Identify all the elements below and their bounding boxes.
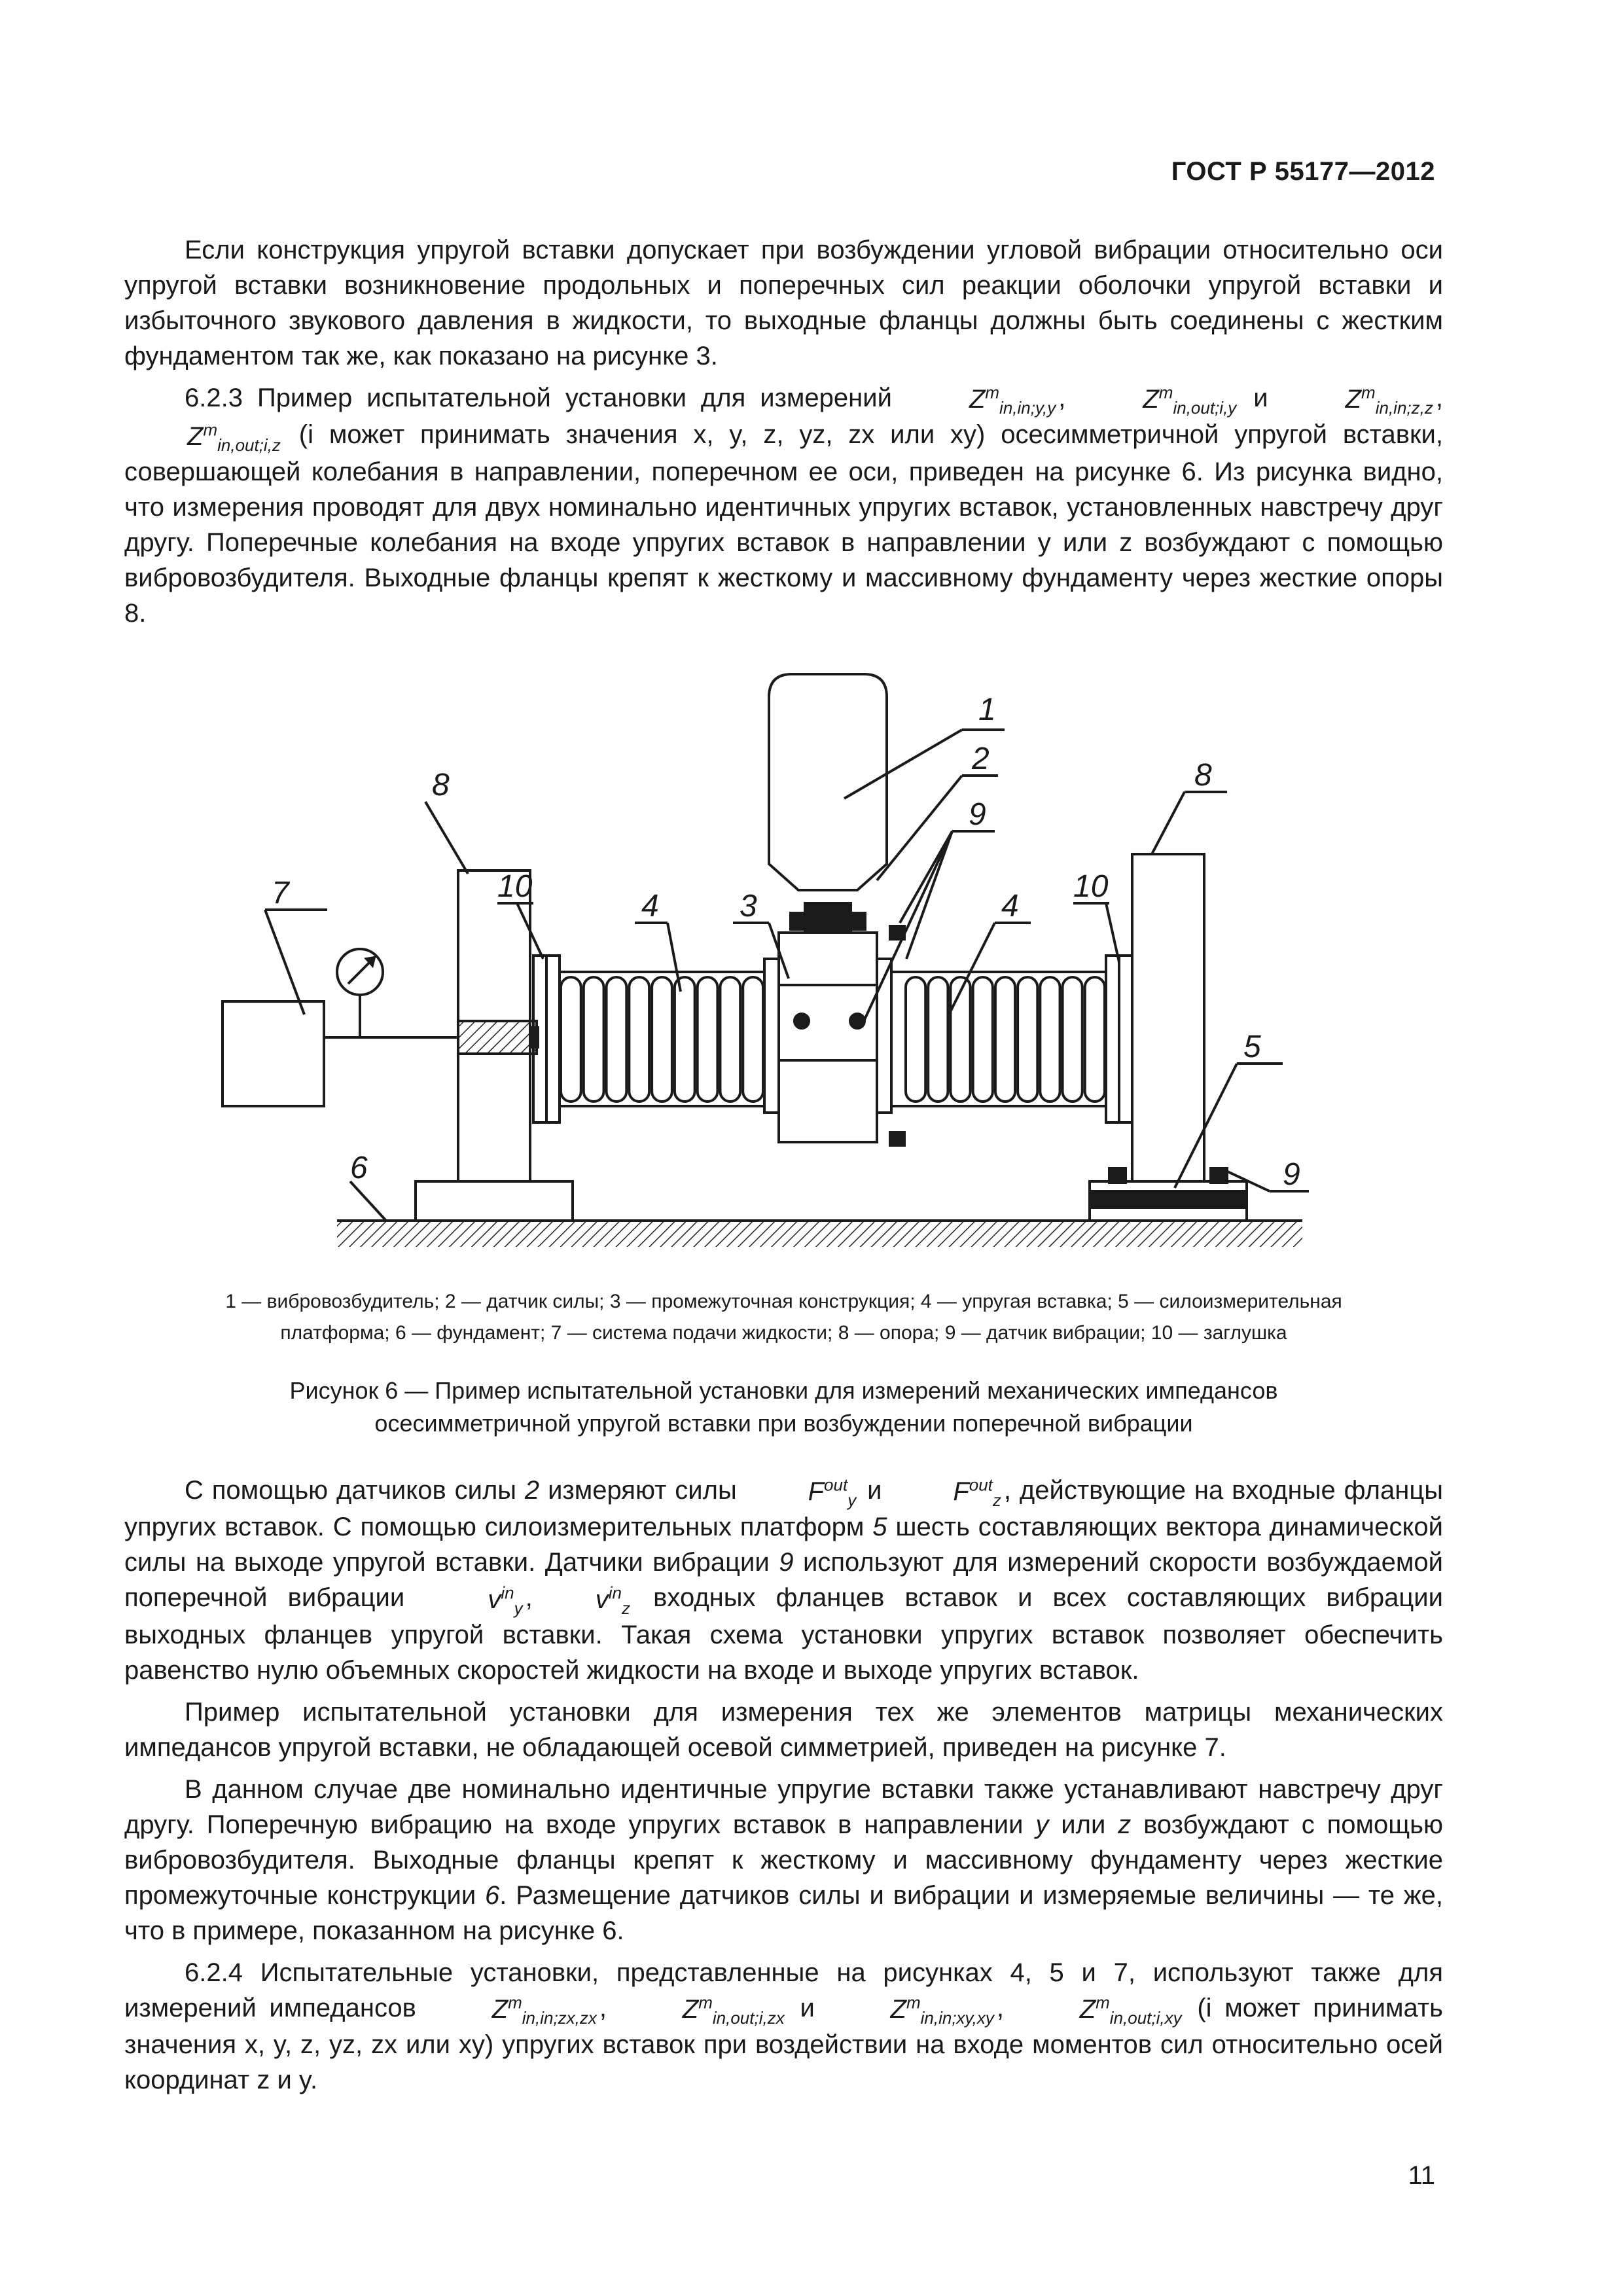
figure-legend <box>124 1286 1443 1349</box>
document-header <box>1171 157 1435 187</box>
bellows-rib-left <box>698 977 718 1102</box>
impedance-symbol: $Z^m_{in,in;z,z}$ <box>1345 383 1433 418</box>
impedance-symbol: $Z^m_{in,in;y,y}$ <box>969 383 1056 418</box>
force-symbol: $F^{out}_y$ <box>808 1475 857 1511</box>
paragraph-6-2-3: 6.2.3 Пример испытательной установки для измерений $Z^m_{in,in;y,y}$ , $Z^m_{in,out;i,y}$ и $Z^m_{in,in;z,z}$ , $Z^m_{in,out;i,z}$ (i может принимать значения x, y, z, yz, zx или xy) осесимметричной упругой вставки, совершающей колебания в направлении, поперечном ее оси, приведен на рисунке 6. Из рисунка видно, что измерения проводят для двух номинально идентичных упругих вставок, установленных навстречу друг другу. Поперечные колебания на входе упругих вставок в направлении y или z возбуждают с помощью вибровозбудителя. Выходные фланцы крепят к жесткому и массивному фундаменту через жесткие опоры 8. <box>124 383 1443 628</box>
bellows-rib-right <box>995 977 1015 1102</box>
label-10-right: 10 <box>1073 869 1109 904</box>
liquid-supply-box <box>223 1001 324 1106</box>
label-3: 3 <box>740 889 757 924</box>
left-bellows <box>560 972 779 1106</box>
velocity-symbol: $v^{in}_z$ <box>595 1583 631 1618</box>
label-10-left: 10 <box>497 869 533 904</box>
bellows-rib-left <box>561 977 581 1102</box>
impedance-symbol: $Z^m_{in,out;i,z}$ <box>187 420 281 455</box>
bellows-rib-left <box>720 977 740 1102</box>
label-9-bottom: 9 <box>1283 1157 1300 1192</box>
bellows-rib-left <box>652 977 672 1102</box>
label-5: 5 <box>1243 1030 1261 1064</box>
label-1: 1 <box>978 692 996 727</box>
paragraph-figure7: Пример испытательной установки для измерения тех же элементов матрицы механических импедансов упругой вставки, не обладающей осевой симметрией, приведен на рисунке 7. <box>124 1697 1443 1762</box>
bellows-rib-left <box>629 977 649 1102</box>
paragraph-6-2-4: 6.2.4 Испытательные установки, представленные на рисунках 4, 5 и 7, используют также для измерений импедансов $Z^m_{in,in;zx,zx}$ , $Z^m_{in,out;i,zx}$ и $Z^m_{in,in;xy,xy}$ , $Z^m_{in,out;i,xy}$ (i может принимать значения x, y, z, yz, zx или xy) упругих вставок при воздействии на входе моментов сил относительно осей координат z и y. <box>124 1958 1444 2095</box>
bellows-rib-left <box>675 977 695 1102</box>
right-bellows <box>891 972 1106 1106</box>
right-support <box>1132 854 1204 1181</box>
paragraph-case: В данном случае две номинально идентичные упругие вставки также устанавливают навстречу друг другу. Поперечную вибрацию на входе упругих вставок в направлении y или z возбуждают с помощью вибровозбудителя. Выходные фланцы крепят к жесткому и массивному фундаменту через жесткие промежуточные конструкции 6. Размещение датчиков силы и вибрации и измеряемые величины — те же, что в примере, показанном на рисунке 6. <box>124 1774 1443 1945</box>
legend-line-2: платформа; 6 — фундамент; 7 — система подачи жидкости; 8 — опора; 9 — датчик вибрации; 10 — заглушка <box>280 1322 1287 1344</box>
caption-line-2: осесимметричной упругой вставки при возбуждении поперечной вибрации <box>374 1410 1193 1437</box>
bellows-rib-right <box>928 977 948 1102</box>
impedance-symbol: $Z^m_{in,out;i,xy}$ <box>1079 1992 1182 2028</box>
body-text-block <box>124 1473 1443 2098</box>
impedance-symbol: $Z^m_{in,in;zx,zx}$ <box>491 1992 597 2028</box>
foundation-hatch <box>337 1221 1302 1247</box>
test-setup-figure <box>209 664 1348 1266</box>
impedance-symbol: $Z^m_{in,out;i,zx}$ <box>682 1992 785 2028</box>
force-symbol: $F^{out}_z$ <box>953 1475 1001 1511</box>
paragraph-sensors: С помощью датчиков силы 2 измеряют силы $F^{out}_y$ и $F^{out}_z$ , действующие на входные фланцы упругих вставок. С помощью силоизмерительных платформ 5 шесть составляющих вектора динамической силы на выходе упругой вставки. Датчики вибрации 9 используют для измерений скорости возбуждаемой поперечной вибрации $v^{in}_y$ , $v^{in}_z$ входных фланцев вставок и всех составляющих вибрации выходных фланцев упругой вставки. Такая схема установки упругих вставок позволяет обеспечить равенство нулю объемных скоростей жидкости на входе и выходе упругих вставок. <box>124 1475 1444 1685</box>
page-number: 11 <box>1408 2161 1435 2190</box>
bellows-rib-right <box>950 977 970 1102</box>
legend-line-1: 1 — вибровозбудитель; 2 — датчик силы; 3 — промежуточная конструкция; 4 — упругая вставка; 5 — силоизмерительная <box>225 1291 1342 1312</box>
label-2: 2 <box>972 742 990 776</box>
standard-id: ГОСТ Р 55177—2012 <box>1171 157 1435 186</box>
bellows-rib-right <box>1085 977 1105 1102</box>
bellows-rib-right <box>1018 977 1037 1102</box>
label-8-right: 8 <box>1194 758 1212 793</box>
bellows-rib-right <box>1063 977 1082 1102</box>
bellows-rib-right <box>906 977 925 1102</box>
label-4-right: 4 <box>1001 889 1019 924</box>
figure-caption <box>124 1374 1443 1440</box>
intro-text-block <box>124 232 1443 631</box>
bellows-rib-left <box>584 977 604 1102</box>
bellows-rib-right <box>1040 977 1060 1102</box>
label-9-top: 9 <box>969 797 986 832</box>
label-6: 6 <box>350 1151 368 1185</box>
bellows-rib-left <box>743 977 763 1102</box>
bellows-rib-right <box>973 977 993 1102</box>
label-4-left: 4 <box>641 889 659 924</box>
velocity-symbol: $v^{in}_y$ <box>488 1583 523 1618</box>
impedance-symbol: $Z^m_{in,out;i,y}$ <box>1143 383 1237 418</box>
intermediate-structure <box>779 933 877 1142</box>
force-sensor <box>805 903 851 933</box>
paragraph-1: Если конструкция упругой вставки допускает при возбуждении угловой вибрации относительно оси упругой вставки возникновение продольных и поперечных сил реакции оболочки упругой вставки и избыточного звукового давления в жидкости, то выходные фланцы должны быть соединены с жестким фундаментом так же, как показано на рисунке 3. <box>124 236 1443 370</box>
label-8-left: 8 <box>432 768 450 802</box>
impedance-symbol: $Z^m_{in,in;xy,xy}$ <box>890 1992 994 2028</box>
label-7: 7 <box>272 876 289 910</box>
vibration-exciter <box>769 674 887 890</box>
bellows-rib-left <box>607 977 627 1102</box>
caption-line-1: Рисунок 6 — Пример испытательной установки для измерений механических импедансов <box>289 1377 1278 1404</box>
left-base <box>416 1181 573 1221</box>
